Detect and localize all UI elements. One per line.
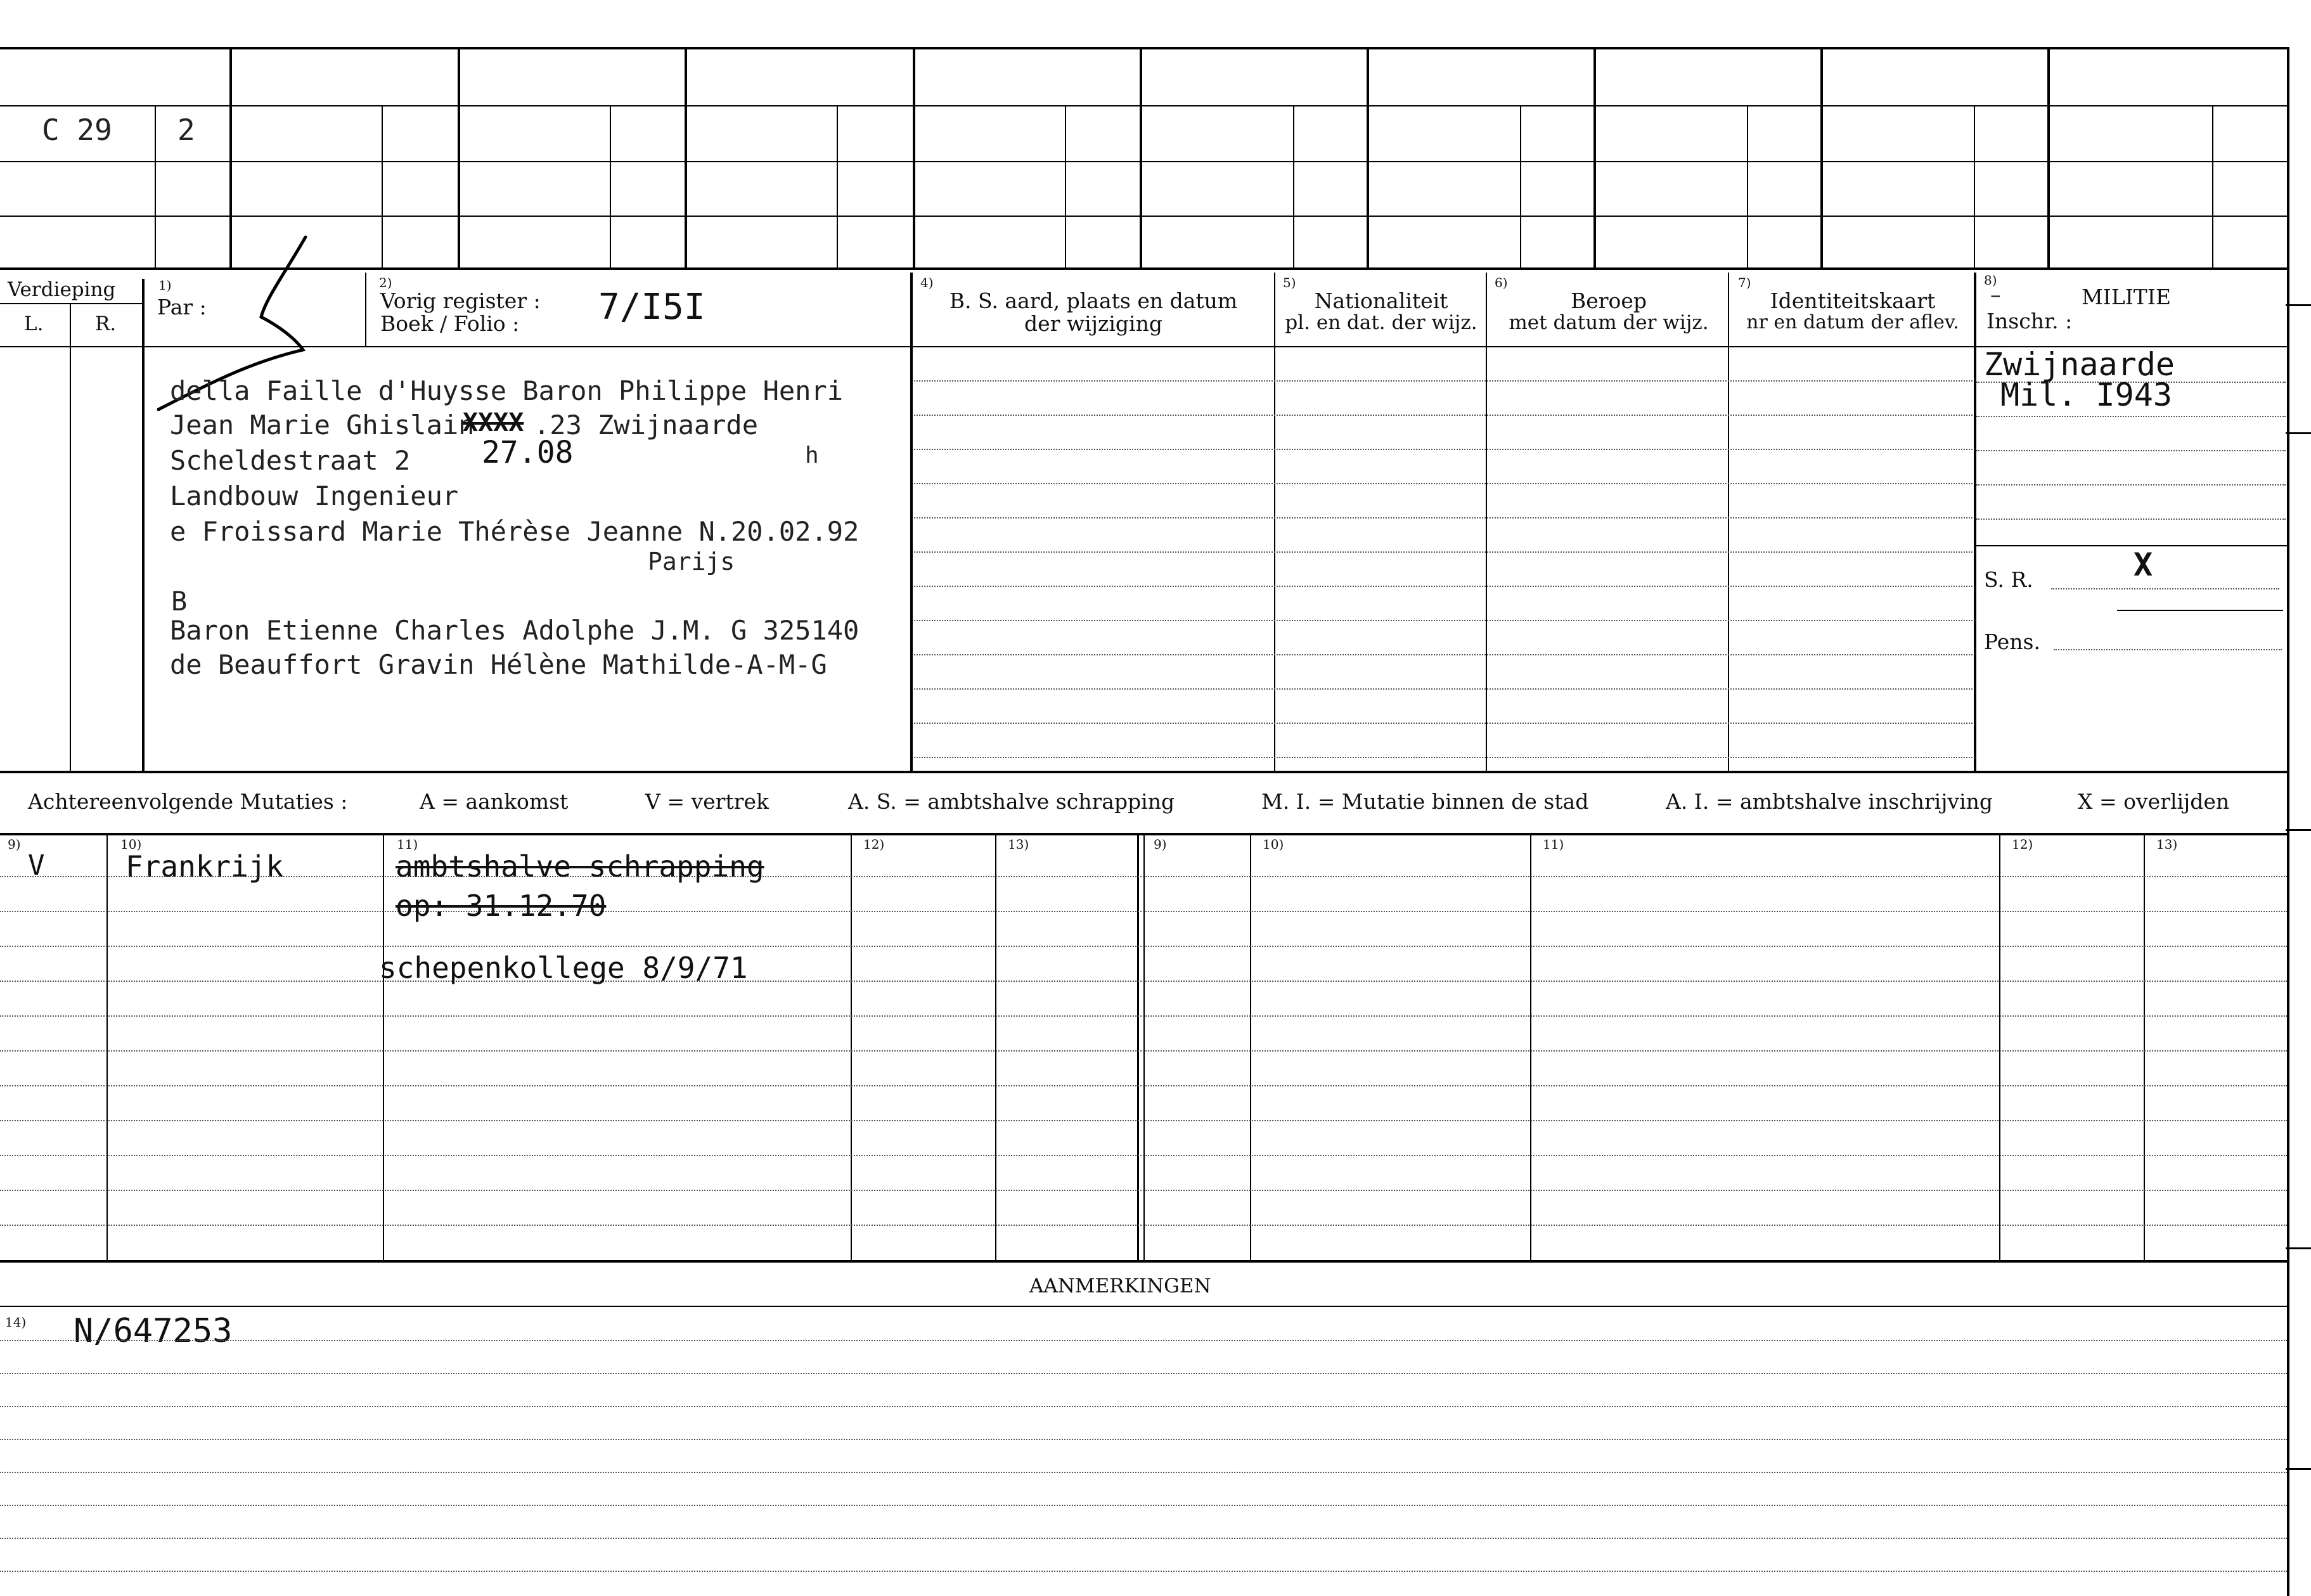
militie-year: Mil. I943 — [2000, 376, 2172, 413]
legend-ai: A. I. = ambtshalve inschrijving — [1666, 789, 1993, 814]
legend-mi: M. I. = Mutatie binnen de stad — [1261, 789, 1589, 814]
ruling-line — [914, 723, 1973, 724]
ruling-line — [914, 415, 1973, 416]
r-label: R. — [95, 312, 117, 335]
person-spouse: e Froissard Marie Thérèse Jeanne N.20.02.92 — [170, 516, 859, 547]
militie-label: MILITIE — [2082, 285, 2171, 309]
ruling-line — [0, 981, 2287, 982]
person-mother: de Beauffort Gravin Hélène Mathilde-A-M-G — [170, 649, 827, 680]
top-grid-subcol — [1747, 105, 1748, 267]
person-given-names: Jean Marie Ghislain — [170, 409, 475, 441]
ruling-line — [0, 1190, 2287, 1191]
mut-col — [995, 834, 996, 1263]
mutation-reason-3: schepenkollege 8/9/71 — [379, 951, 748, 985]
verdieping-label: Verdieping — [8, 278, 116, 301]
militie-place: Zwijnaarde — [1984, 346, 2175, 383]
ruling-line — [0, 1472, 2287, 1473]
col5-header-1: Nationaliteit — [1314, 288, 1448, 313]
margin-tick — [2286, 1247, 2311, 1249]
col6-header-2: met datum der wijz. — [1509, 311, 1709, 334]
ruling-line — [0, 1225, 2287, 1226]
top-grid-subcol — [610, 105, 611, 267]
legend-top-line — [0, 771, 2288, 773]
col6-number: 6) — [1495, 275, 1508, 290]
mutation-reason-2: op: 31.12.70 — [396, 889, 607, 923]
mut-n12-left: 12) — [863, 837, 885, 852]
top-grid-col — [1367, 47, 1369, 267]
col8-dash: – — [1990, 282, 2001, 307]
top-grid-col — [1820, 47, 1823, 267]
top-grid-col — [685, 47, 687, 267]
mut-col — [1530, 834, 1531, 1263]
legend-x: X = overlijden — [2078, 789, 2230, 814]
l-label: L. — [24, 312, 44, 335]
remarks-header-line — [0, 1306, 2288, 1307]
pens-label: Pens. — [1984, 629, 2040, 654]
mut-n11-left: 11) — [397, 837, 418, 852]
person-birth: .23 Zwijnaarde — [534, 409, 759, 441]
ruling-line — [0, 1571, 2287, 1572]
col5-header-2: pl. en dat. der wijz. — [1285, 311, 1477, 334]
inschr-label: Inschr. : — [1986, 309, 2073, 333]
col6-header-1: Beroep — [1570, 288, 1647, 313]
ruling-line — [0, 876, 2287, 877]
boek-folio-label: Boek / Folio : — [380, 311, 520, 336]
pens-dots — [2054, 649, 2282, 650]
ruling-line — [914, 757, 1973, 758]
mut-col — [2144, 834, 2145, 1263]
top-grid-row-line — [0, 216, 2288, 217]
mutation-reason-1: ambtshalve schrapping — [396, 849, 764, 884]
mut-col — [851, 834, 852, 1263]
top-grid-subcol — [1974, 105, 1975, 267]
top-grid-subcol — [837, 105, 838, 267]
top-grid-subcol — [1520, 105, 1521, 267]
floor-cell: 2 — [177, 113, 195, 147]
ruling-line — [914, 449, 1973, 450]
mut-col — [1999, 834, 2000, 1263]
top-grid-row-line — [0, 161, 2288, 162]
sr-dots — [2051, 588, 2279, 589]
margin-tick — [2286, 829, 2311, 831]
top-grid-col — [1140, 47, 1142, 267]
person-spouse-place: Parijs — [648, 548, 735, 576]
vorig-register-value: 7/I5I — [598, 286, 705, 328]
mut-n12-right: 12) — [2012, 837, 2033, 852]
col8-left-line — [1974, 273, 1976, 772]
ruling-line — [914, 483, 1973, 484]
margin-tick — [2286, 304, 2311, 306]
mut-n11-right: 11) — [1543, 837, 1564, 852]
ruling-line — [0, 1120, 2287, 1121]
legend-title: Achtereenvolgende Mutaties : — [28, 789, 348, 814]
margin-tick — [2286, 432, 2311, 434]
ruling-line — [0, 1406, 2287, 1407]
header-bottom-line — [0, 346, 2288, 347]
ruling-line — [914, 380, 1973, 382]
col7-header-1: Identiteitskaart — [1770, 288, 1936, 313]
col7-header-2: nr en datum der aflev. — [1746, 311, 1959, 333]
col4-header-1: B. S. aard, plaats en datum — [949, 288, 1238, 313]
person-father: Baron Etienne Charles Adolphe J.M. G 325140 — [170, 615, 859, 646]
col5-number: 5) — [1283, 275, 1296, 290]
ruling-line — [914, 654, 1973, 655]
ruling-line — [0, 1155, 2287, 1156]
ruling-line — [0, 1439, 2287, 1440]
ruling-line — [914, 517, 1973, 518]
top-grid-col — [913, 47, 915, 267]
mut-n10-right: 10) — [1263, 837, 1284, 852]
col6-left-line — [1486, 273, 1487, 772]
col4-number: 4) — [920, 275, 934, 290]
col4-header-2: der wijziging — [1024, 311, 1162, 336]
mut-col — [1143, 834, 1145, 1263]
mutation-type: V — [28, 849, 45, 882]
ruling-line — [1976, 518, 2286, 520]
col4-left-line — [910, 273, 913, 772]
mut-n9-left: 9) — [8, 837, 21, 852]
mut-n10-left: 10) — [120, 837, 142, 852]
mut-n13-right: 13) — [2156, 837, 2178, 852]
col7-number: 7) — [1738, 275, 1751, 290]
vorig-number: 2) — [379, 275, 392, 290]
person-arrival-date: 27.08 — [482, 435, 574, 470]
ruling-line — [0, 1085, 2287, 1086]
par-number: 1) — [158, 278, 172, 293]
top-grid-subcol — [1293, 105, 1294, 267]
ruling-line — [914, 620, 1973, 621]
person-b-marker: B — [171, 586, 188, 617]
remarks-title: AANMERKINGEN — [1029, 1275, 1211, 1297]
person-struck-date: XXXX — [463, 408, 524, 437]
mut-col — [106, 834, 108, 1263]
col8-number: 8) — [1984, 273, 1997, 288]
person-profession: Landbouw Ingenieur — [170, 480, 459, 512]
col5-left-line — [1274, 273, 1275, 772]
right-border — [2287, 47, 2289, 1596]
ruling-line — [914, 688, 1973, 690]
mut-n9-right: 9) — [1154, 837, 1167, 852]
ruling-line — [0, 946, 2287, 947]
ruling-line — [914, 586, 1973, 587]
remarks-top-line — [0, 1260, 2288, 1263]
sr-value: X — [2134, 546, 2153, 583]
col7-left-line — [1728, 273, 1729, 772]
mutation-place: Frankrijk — [126, 849, 284, 884]
top-grid-row-line — [0, 105, 2288, 106]
person-name-line: della Faille d'Huysse Baron Philippe Henri — [170, 375, 844, 406]
vorig-left-line — [365, 273, 366, 346]
header-top-line — [0, 267, 2288, 270]
ruling-line — [0, 1373, 2287, 1374]
lr-divider — [70, 303, 71, 772]
remarks-value: N/647253 — [74, 1312, 233, 1350]
ruling-line — [914, 551, 1973, 553]
margin-tick — [2286, 1468, 2311, 1470]
ruling-line — [0, 1538, 2287, 1539]
mut-col-mid — [1137, 834, 1139, 1263]
top-grid-subcol — [2212, 105, 2213, 267]
code-cell: C 29 — [42, 113, 112, 147]
ruling-line — [0, 1015, 2287, 1017]
legend-a: A = aankomst — [420, 789, 569, 814]
ruling-line — [1976, 416, 2286, 417]
mut-n13-left: 13) — [1008, 837, 1029, 852]
top-border — [0, 47, 2288, 49]
top-grid-subcol — [382, 105, 383, 267]
top-grid-col — [458, 47, 460, 267]
legend-v: V = vertrek — [645, 789, 769, 814]
sr-solid-line — [2117, 610, 2283, 611]
person-address: Scheldestraat 2 — [170, 445, 411, 476]
top-grid-col — [2047, 47, 2050, 267]
militie-sr-line — [1976, 545, 2287, 546]
vorig-register-label: Vorig register : — [380, 288, 541, 313]
remarks-number: 14) — [5, 1315, 27, 1330]
top-grid-col — [1593, 47, 1596, 267]
ruling-line — [1976, 450, 2286, 451]
ruling-line — [0, 1340, 2287, 1341]
verdieping-underline — [0, 303, 143, 304]
person-mark: h — [805, 442, 819, 468]
mut-col — [1250, 834, 1251, 1263]
ruling-line — [0, 1050, 2287, 1052]
ruling-line — [1976, 484, 2286, 486]
sr-label: S. R. — [1984, 567, 2033, 592]
top-grid-subcol — [1065, 105, 1066, 267]
mut-col — [383, 834, 384, 1263]
ruling-line — [0, 1505, 2287, 1506]
ruling-line — [0, 911, 2287, 912]
legend-as: A. S. = ambtshalve schrapping — [848, 789, 1175, 814]
par-label: Par : — [157, 295, 207, 319]
